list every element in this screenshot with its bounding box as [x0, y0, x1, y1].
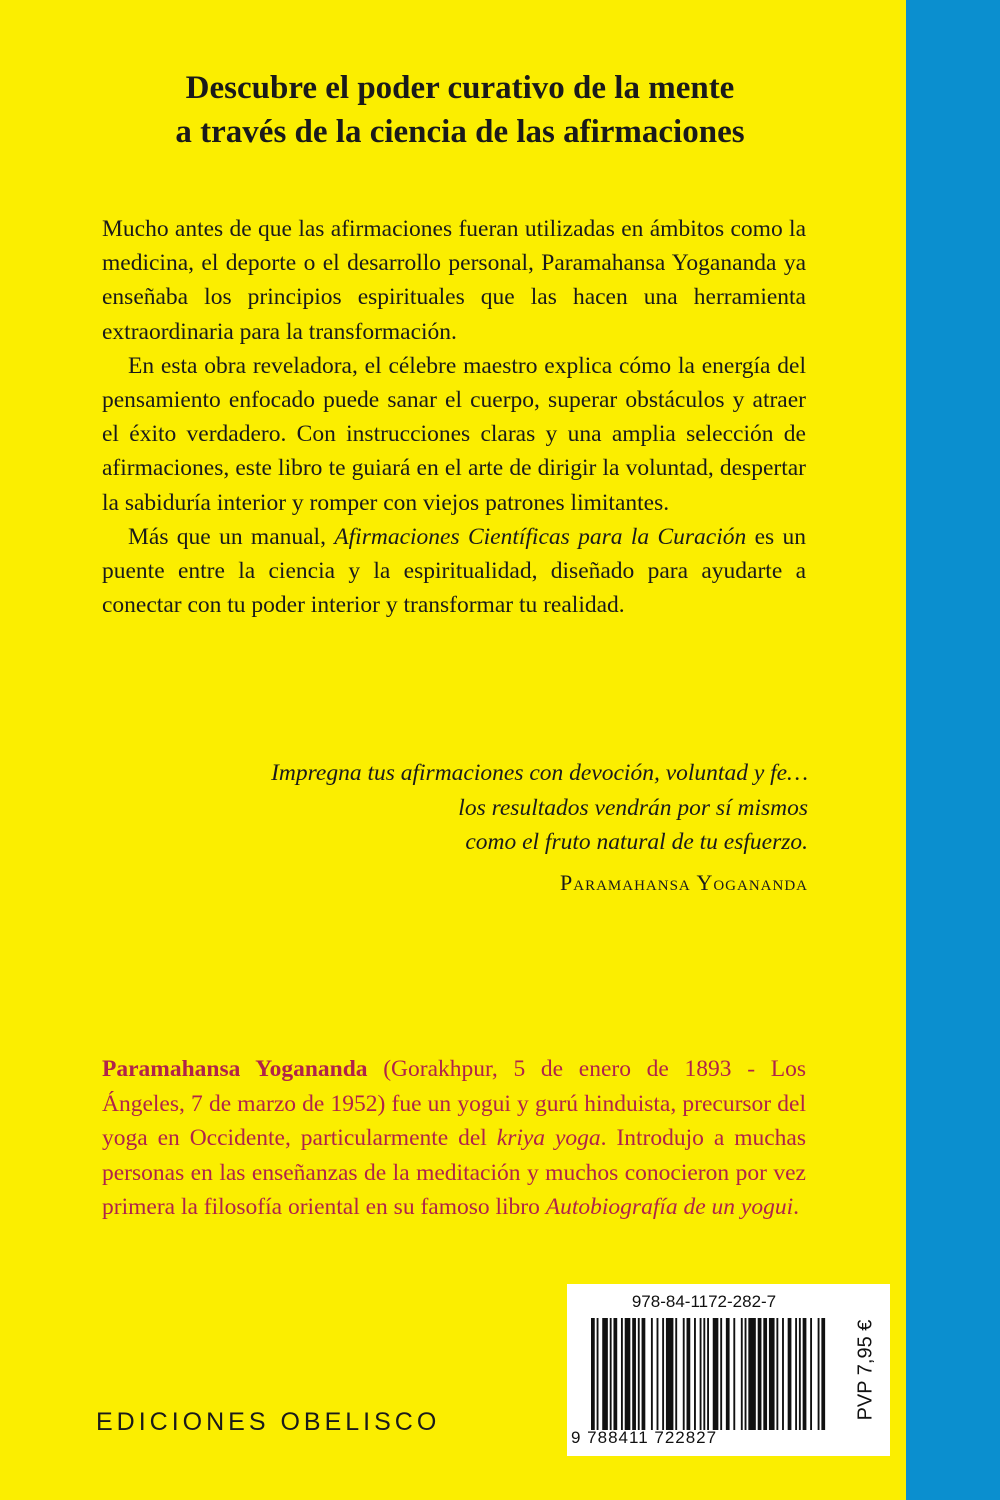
barcode-bar	[657, 1318, 659, 1430]
headline-line-2: a través de la ciencia de las afirmaciones	[175, 114, 745, 150]
description-paragraph-1: Mucho antes de que las afirmaciones fueran utilizadas en ámbitos como la medicina, el deporte o el desarrollo personal, Paramahansa Yogananda ya enseñaba los principios espirituales que las hacen una herramienta extraordinaria para la transformación.	[102, 216, 806, 345]
barcode-bar	[694, 1318, 696, 1430]
barcode-bar	[666, 1318, 673, 1430]
headline	[80, 66, 840, 154]
spine-edge	[906, 0, 1000, 1500]
barcode-bar	[748, 1318, 755, 1430]
quote-line-1: Impregna tus afirmaciones con devoción, voluntad y fe…	[271, 760, 808, 786]
barcode-bar	[810, 1318, 812, 1430]
barcode-bar	[821, 1318, 825, 1430]
barcode-box	[567, 1284, 890, 1456]
barcode-bar	[651, 1318, 653, 1430]
publisher-name: EDICIONES OBELISCO	[96, 1408, 441, 1436]
price-label: PVP 7,95 €	[854, 1319, 877, 1421]
barcode-bar	[675, 1318, 677, 1430]
barcode-number: 9 788411 722827	[571, 1428, 718, 1447]
description-paragraph-3	[102, 520, 806, 623]
barcode-bar	[700, 1318, 702, 1430]
p3-rest: es un puente entre la ciencia y la espiritualidad, diseñado para ayudarte a conectar con tu poder interior y transformar tu realidad.	[102, 523, 807, 619]
barcode-bar	[610, 1318, 612, 1430]
barcode-bar	[803, 1318, 807, 1430]
isbn-number: 978-84-1172-282-7	[631, 1292, 777, 1311]
description-paragraph-2: En esta obra reveladora, el célebre maestro explica cómo la energía del pensamiento enfocado puede sanar el cuerpo, superar obstáculos y atraer el éxito verdadero. Con instrucciones claras y una amplia selección de afirmaciones, este libro te guiará en el arte de dirigir la voluntad, despertar la sabiduría interior y romper con viejos patrones limitantes.	[102, 352, 806, 516]
barcode-bar	[763, 1318, 767, 1430]
barcode-bar	[591, 1318, 595, 1430]
barcode-bar	[720, 1318, 722, 1430]
description	[102, 212, 806, 622]
barcode-bar	[776, 1318, 778, 1430]
barcode-bar	[683, 1318, 685, 1430]
barcode-bar	[621, 1318, 623, 1430]
quote-author: Paramahansa Yogananda	[560, 870, 808, 895]
barcode-bars	[589, 1318, 829, 1430]
barcode-bar	[741, 1318, 743, 1430]
quote-line-2: los resultados vendrán por sí mismos	[458, 794, 808, 821]
barcode-bar	[782, 1318, 784, 1430]
headline-line-1: Descubre el poder curativo de la mente	[185, 70, 735, 106]
barcode-bar	[713, 1318, 719, 1430]
barcode-bar	[788, 1318, 792, 1430]
quote	[271, 756, 808, 860]
author-name: Paramahansa Yogananda	[102, 1056, 368, 1082]
barcode-bar	[707, 1318, 709, 1430]
author-bio	[102, 1052, 806, 1225]
barcode-bar	[758, 1318, 762, 1430]
bio-text-3: .	[793, 1194, 800, 1221]
barcode-bar	[638, 1318, 640, 1430]
barcode-bar	[602, 1318, 608, 1430]
barcode-bar	[703, 1318, 705, 1430]
barcode-bar	[625, 1318, 631, 1430]
barcode-bar	[799, 1318, 801, 1430]
quote-line-3: como el fruto natural de tu esfuerzo.	[465, 829, 808, 855]
book-title: Afirmaciones Científicas para la Curación	[334, 523, 747, 550]
barcode-bar	[687, 1318, 691, 1430]
barcode-bar	[745, 1318, 747, 1430]
kriya-yoga: kriya yoga	[496, 1125, 601, 1152]
price	[851, 1290, 881, 1450]
bio-text-2: . Introdujo a muchas personas en las enseñanzas de la meditación y muchos conocieron por vez primera la filosofía oriental en su famoso libro	[102, 1125, 806, 1221]
barcode-bar	[769, 1318, 775, 1430]
barcode-bar	[632, 1318, 636, 1430]
barcode-bar	[642, 1318, 646, 1430]
barcode-bar	[795, 1318, 797, 1430]
barcode-bar	[662, 1318, 664, 1430]
barcode-bar	[733, 1318, 735, 1430]
barcode-bar	[818, 1318, 820, 1430]
barcode-bar	[726, 1318, 730, 1430]
autobiography-title: Autobiografía de un yogui	[545, 1194, 794, 1221]
p3-prefix: Más que un manual,	[128, 523, 335, 550]
barcode-bar	[597, 1318, 599, 1430]
bio-text-1: (Gorakhpur, 5 de enero de 1893 - Los Ángeles, 7 de marzo de 1952) fue un yogui y gurú hinduista, precursor del yoga en Occidente, particularmente del	[102, 1056, 806, 1152]
barcode-bar	[613, 1318, 617, 1430]
